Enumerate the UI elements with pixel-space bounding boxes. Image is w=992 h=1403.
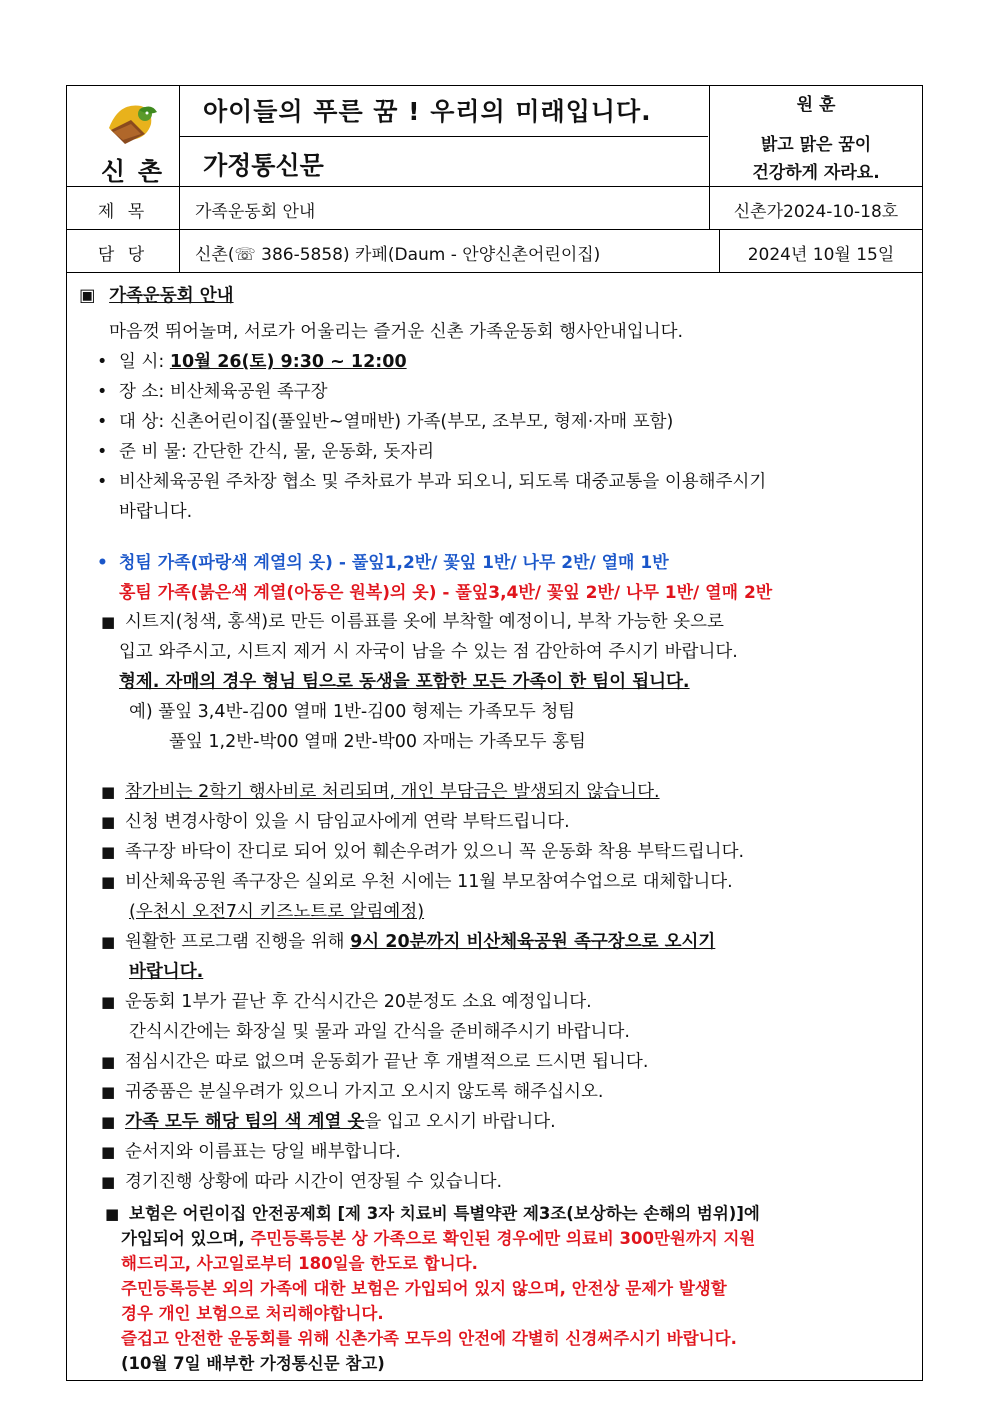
sheet-text-cont: 입고 와주시고, 시트지 제거 시 자국이 남을 수 있는 점 감안하여 주시기 바랍니다. xyxy=(119,642,738,662)
subject-value: 가족운동회 안내 xyxy=(195,202,316,222)
blue-team xyxy=(97,548,669,573)
insurance-line xyxy=(121,1225,755,1249)
arrive-time: 9시 20분까지 비산체육공원 족구장으로 오시기 xyxy=(350,932,716,952)
insurance-text: 가입되어 있으며, xyxy=(121,1229,251,1248)
section-title: 가족운동회 안내 xyxy=(109,286,234,306)
square-bullet-icon: ■ xyxy=(101,1083,116,1101)
example-line: 풀잎 1,2반-박00 열매 2반-박00 자매는 가족모두 홍팀 xyxy=(169,732,586,752)
square-bullet-icon: ■ xyxy=(101,1053,116,1071)
list-item xyxy=(101,1048,648,1073)
bullet-dot: • xyxy=(97,553,108,573)
square-bullet-icon: ■ xyxy=(101,873,116,891)
bullet-dot: • xyxy=(97,442,108,462)
bullet-dot: • xyxy=(97,352,108,372)
insurance-line: 해드리고, 사고일로부터 180일을 한도로 합니다. xyxy=(121,1254,478,1273)
prep-label: 준 비 물: xyxy=(119,442,193,462)
motto-line: 건강하게 자라요. xyxy=(752,163,880,183)
contact-label: 담 당 xyxy=(97,245,149,265)
list-item xyxy=(101,1078,603,1103)
divider xyxy=(179,136,708,137)
motto-title: 원 훈 xyxy=(796,95,836,115)
place-label: 장 소: xyxy=(119,382,170,402)
square-bullet-icon: ■ xyxy=(101,813,116,831)
target-label: 대 상: xyxy=(119,412,170,432)
list-item xyxy=(101,1108,556,1133)
contact-rest: 386-5858) 카페(Daum - 안양신촌어린이집) xyxy=(255,245,601,265)
square-marker-icon: ▣ xyxy=(79,286,96,306)
square-bullet-icon: ■ xyxy=(105,1205,120,1223)
rain-note: (우천시 오전7시 키즈노트로 알림예정) xyxy=(129,902,425,922)
list-item xyxy=(97,348,407,373)
list-item xyxy=(101,1138,401,1163)
shoes-text: 족구장 바닥이 잔디로 되어 있어 훼손우려가 있으니 꼭 운동화 착용 부탁드립니다. xyxy=(125,842,745,862)
list-item xyxy=(101,988,592,1013)
arrive-text: 원활한 프로그램 진행을 위해 xyxy=(125,932,351,952)
slogan: 아이들의 푸른 꿈 ! 우리의 미래입니다. xyxy=(203,97,652,126)
square-bullet-icon: ■ xyxy=(101,1113,116,1131)
contact-value xyxy=(195,240,600,265)
divider xyxy=(67,229,922,230)
wear-bold: 가족 모두 해당 팀의 색 계열 옷 xyxy=(125,1112,365,1132)
list-item xyxy=(101,808,570,833)
newsletter-title: 가정통신문 xyxy=(203,151,324,180)
motto-line: 밝고 맑은 꿈이 xyxy=(760,135,872,155)
fee-text: 참가비는 2학기 행사비로 처리되며, 개인 부담금은 발생되지 않습니다. xyxy=(125,782,660,802)
bullet-dot: • xyxy=(97,472,108,492)
valuables-text: 귀중품은 분실우려가 있으니 가지고 오시지 않도록 해주십시오. xyxy=(125,1082,604,1102)
red-team: 홍팀 가족(붉은색 계열(아동은 원복)의 옷) - 풀잎3,4반/ 꽃잎 2반/ 나무 1반/ 열매 2반 xyxy=(119,583,773,603)
insurance-line: 즐겁고 안전한 운동회를 위해 신촌가족 모두의 안전에 각별히 신경써주시기 바랍니다. xyxy=(121,1329,737,1348)
sheet-text: 시트지(청색, 홍색)로 만든 이름표를 옷에 부착할 예정이니, 부착 가능한 옷으로 xyxy=(125,612,724,632)
list-item xyxy=(97,378,328,403)
insurance-highlight: 주민등록등본 상 가족으로 확인된 경우에만 의료비 300만원까지 지원 xyxy=(250,1229,756,1248)
change-text: 신청 변경사항이 있을 시 담임교사에게 연락 부탁드립니다. xyxy=(125,812,570,832)
insurance-line: 주민등록등본 외의 가족에 대한 보험은 가입되어 있지 않으며, 안전상 문제가 발생할 xyxy=(121,1279,727,1298)
lunch-text: 점심시간은 따로 없으며 운동회가 끝난 후 개별적으로 드시면 됩니다. xyxy=(125,1052,649,1072)
blue-team-text: 청팀 가족(파랑색 계열의 옷) - 풀잎1,2반/ 꽃잎 1반/ 나무 2반/ 열매 1반 xyxy=(119,553,669,573)
list-item xyxy=(101,838,744,863)
parking-text: 비산체육공원 주차장 협소 및 주차료가 부과 되오니, 되도록 대중교통을 이용해주시기 xyxy=(119,472,767,492)
insurance-text: 보험은 어린이집 안전공제회 [제 3자 치료비 특별약관 제3조(보상하는 손해의 범위)]에 xyxy=(129,1204,760,1223)
list-item xyxy=(101,868,733,893)
school-logo xyxy=(101,100,161,150)
square-bullet-icon: ■ xyxy=(101,783,116,801)
square-bullet-icon: ■ xyxy=(101,613,116,631)
order-text: 순서지와 이름표는 당일 배부합니다. xyxy=(125,1142,401,1162)
list-item xyxy=(101,608,724,633)
snack-text-cont: 간식시간에는 화장실 및 물과 과일 간식을 준비해주시기 바랍니다. xyxy=(129,1022,630,1042)
square-bullet-icon: ■ xyxy=(101,993,116,1011)
doc-number: 신촌가2024-10-18호 xyxy=(733,202,899,222)
square-bullet-icon: ■ xyxy=(101,843,116,861)
example-line: 예) 풀잎 3,4반-김00 열매 1반-김00 형제는 가족모두 청팀 xyxy=(129,702,576,722)
divider xyxy=(179,186,180,272)
square-bullet-icon: ■ xyxy=(101,1173,116,1191)
insurance xyxy=(105,1200,760,1224)
list-item xyxy=(97,408,673,433)
list-item xyxy=(101,1168,502,1193)
newsletter-frame xyxy=(66,85,923,1381)
intro: 마음껏 뛰어놀며, 서로가 어울리는 즐거운 신촌 가족운동회 행사안내입니다. xyxy=(109,322,684,342)
section-heading xyxy=(79,282,234,307)
divider xyxy=(67,272,922,273)
contact-prefix: 신촌( xyxy=(195,245,235,265)
list-item xyxy=(97,438,434,463)
target-value: 신촌어린이집(풀잎반~열매반) 가족(부모, 조부모, 형제·자매 포함) xyxy=(169,412,674,432)
phone-icon: ☏ xyxy=(234,245,256,265)
list-item xyxy=(101,928,715,953)
wear-text: 을 입고 오시기 바랍니다. xyxy=(364,1112,556,1132)
body xyxy=(67,318,924,1378)
bullet-dot: • xyxy=(97,382,108,402)
parking-text-cont: 바랍니다. xyxy=(119,502,193,522)
prep-value: 간단한 간식, 물, 운동화, 돗자리 xyxy=(192,442,435,462)
insurance-ref: (10월 7일 배부한 가정통신문 참고) xyxy=(121,1354,385,1373)
list-item xyxy=(101,778,660,803)
place-value: 비산체육공원 족구장 xyxy=(169,382,328,402)
subject-label: 제 목 xyxy=(97,202,149,222)
divider xyxy=(67,186,922,187)
square-bullet-icon: ■ xyxy=(101,933,116,951)
arrive-text-cont: 바랍니다. xyxy=(129,962,204,982)
snack-text: 운동회 1부가 끝난 후 간식시간은 20분정도 소요 예정입니다. xyxy=(125,992,592,1012)
date-value: 10월 26(토) 9:30 ~ 12:00 xyxy=(169,352,407,372)
square-bullet-icon: ■ xyxy=(101,1143,116,1161)
sibling-rule: 형제. 자매의 경우 형님 팀으로 동생을 포함한 모든 가족이 한 팀이 됩니다. xyxy=(119,672,690,692)
date-label: 일 시: xyxy=(119,352,170,372)
rain-text: 비산체육공원 족구장은 실외로 우천 시에는 11월 부모참여수업으로 대체합니다. xyxy=(125,872,733,892)
list-item xyxy=(97,468,766,493)
insurance-line: 경우 개인 보험으로 처리해야합니다. xyxy=(121,1304,384,1323)
extend-text: 경기진행 상황에 따라 시간이 연장될 수 있습니다. xyxy=(125,1172,503,1192)
bullet-dot: • xyxy=(97,412,108,432)
school-name: 신 촌 xyxy=(101,157,165,186)
issue-date: 2024년 10월 15일 xyxy=(747,245,895,265)
